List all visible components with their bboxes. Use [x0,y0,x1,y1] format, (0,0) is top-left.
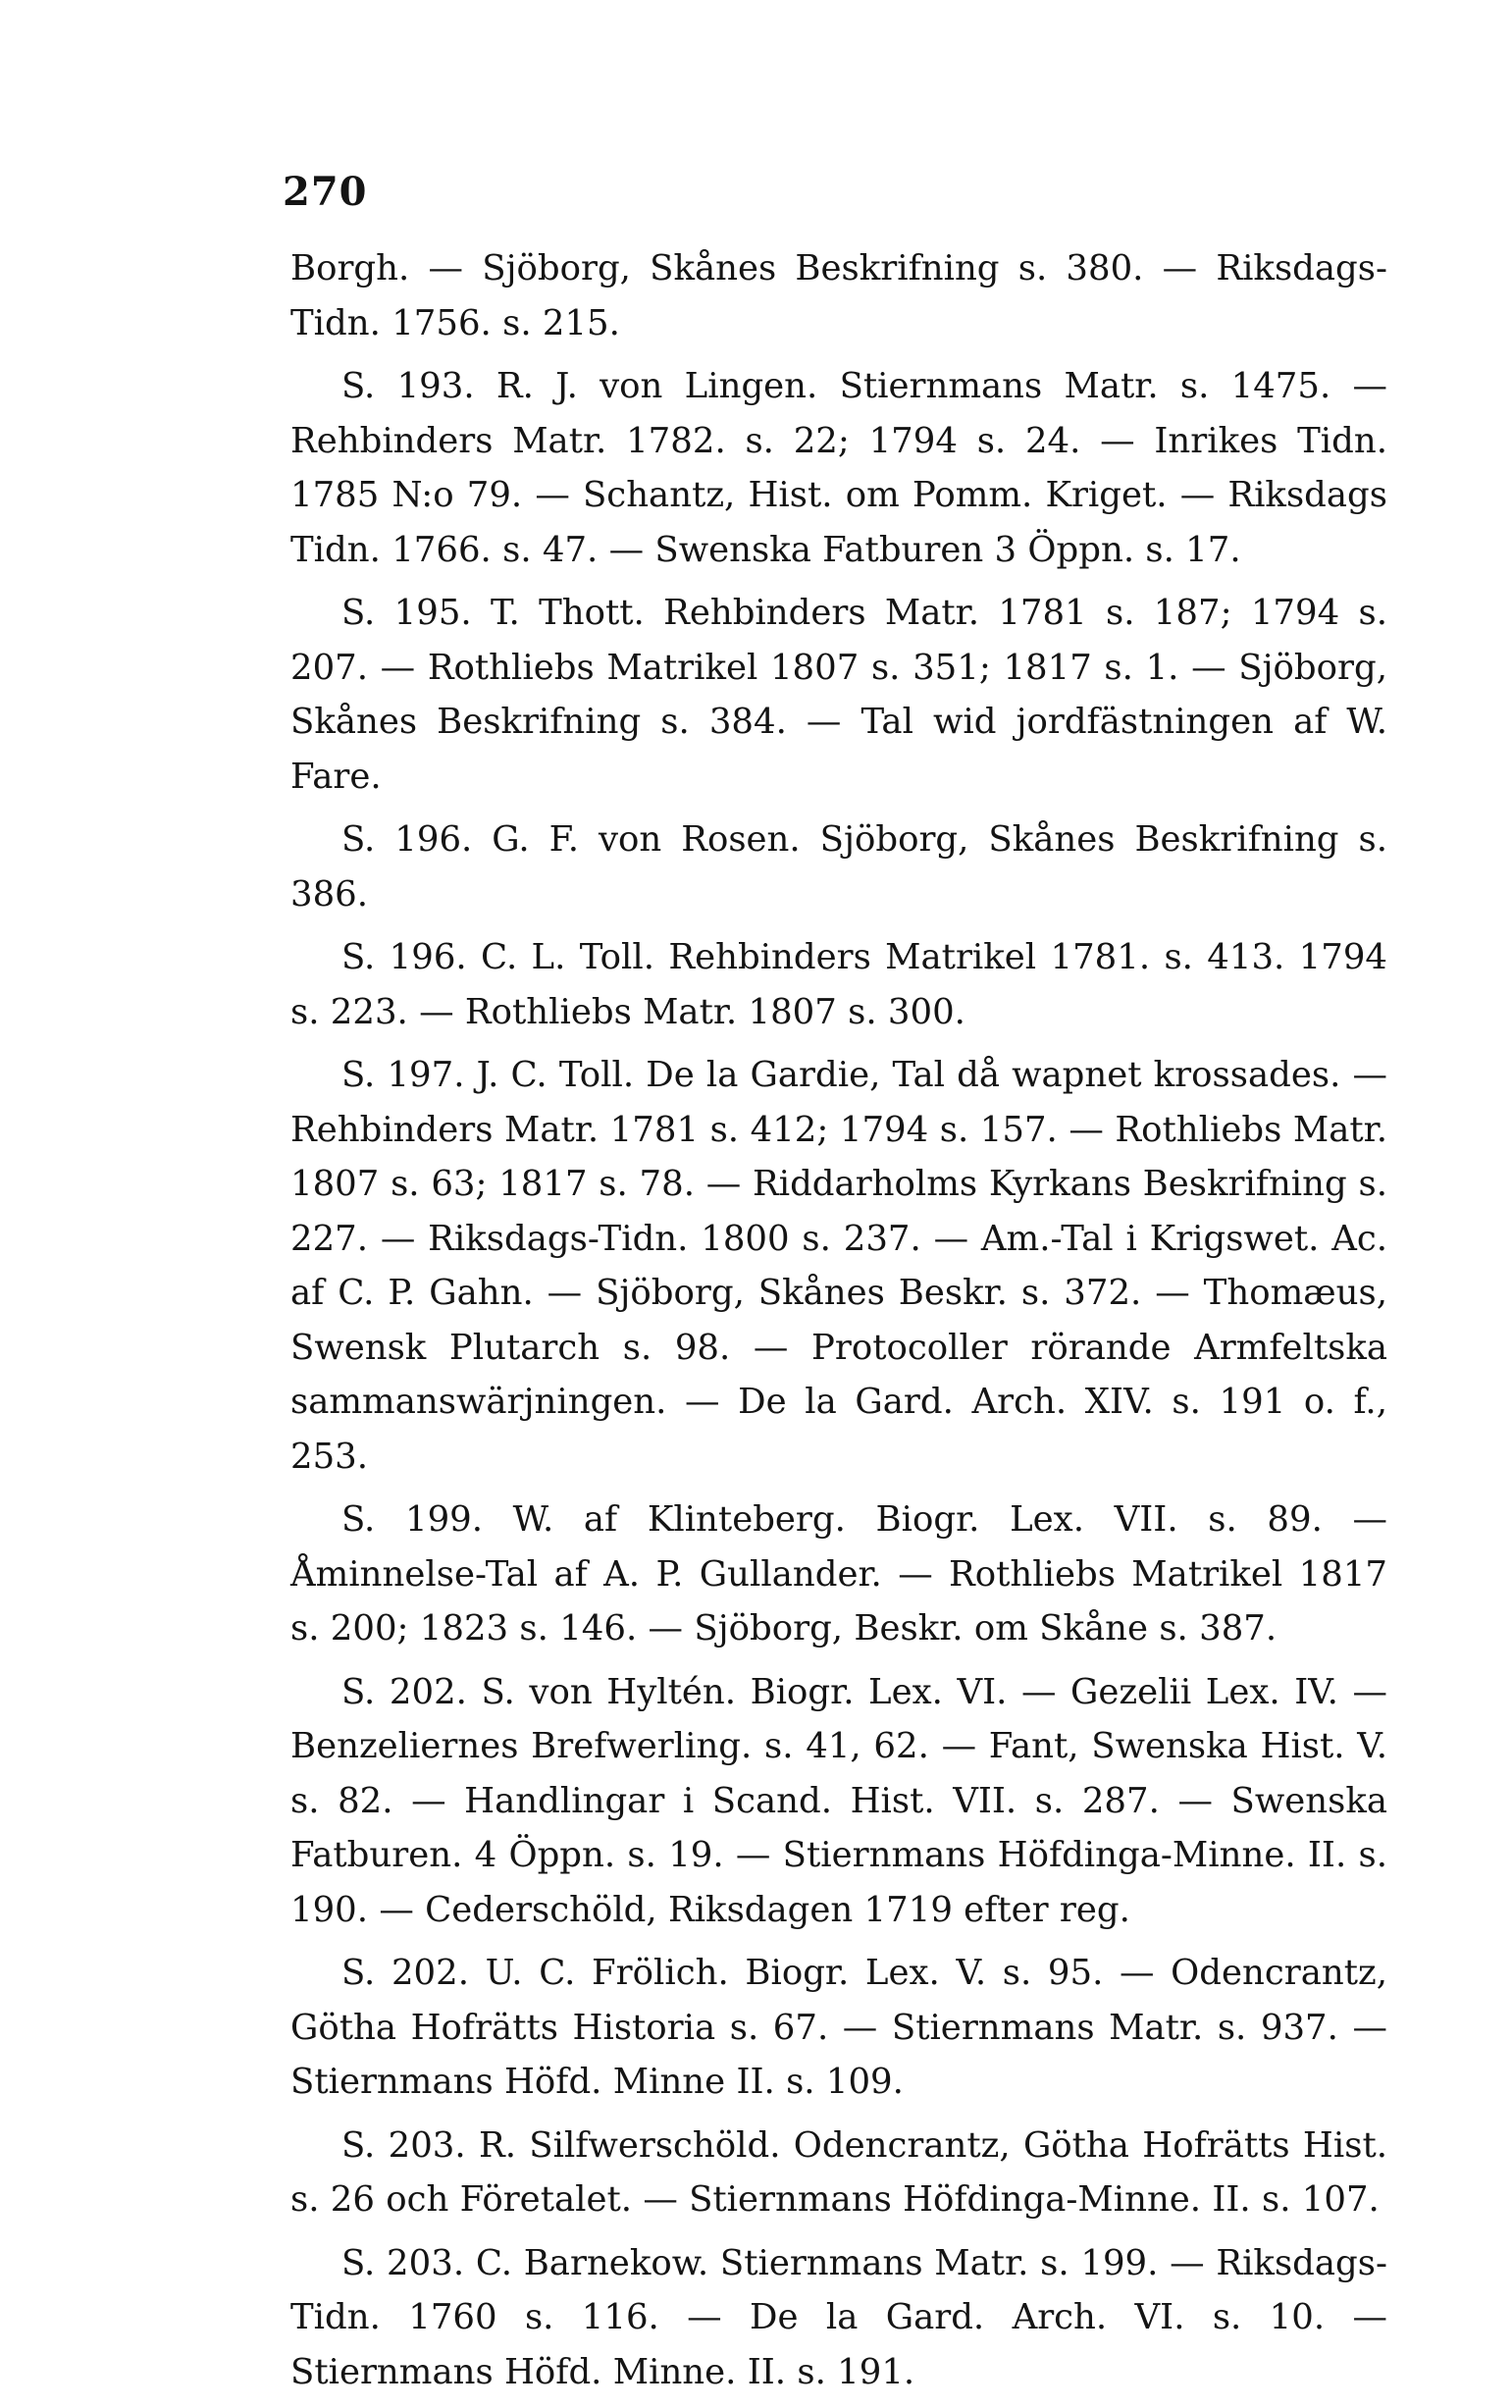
reference-entry: S. 202. S. von Hyltén. Biogr. Lex. VI. — Gezelii Lex. IV. — Benzeliernes Brefwerling. s. 41, 62. — Fant, Swenska Hist. V. s. 82. — Handlingar i Scand. Hist. VII. s. 287. — Swenska Fatburen. 4 Öppn. s. 19. — Stiernmans Höfdinga-Minne. II. s. 190. — Cederschöld, Riksdagen 1719 efter reg. [290,1671,1387,1930]
reference-entry: Borgh. — Sjöborg, Skånes Beskrifning s. 380. — Riksdags-Tidn. 1756. s. 215. [290,248,1387,343]
reference-entry: S. 202. U. C. Frölich. Biogr. Lex. V. s. 95. — Odencrantz, Götha Hofrätts Historia s. 67. — Stiernmans Matr. s. 937. — Stiernmans Höfd. Minne II. s. 109. [290,1953,1387,2102]
reference-entry: S. 193. R. J. von Lingen. Stiernmans Matr. s. 1475. — Rehbinders Matr. 1782. s. 22; 1794 s. 24. — Inrikes Tidn. 1785 N:o 79. — Schantz, Hist. om Pomm. Kriget. — Riksdags Tidn. 1766. s. 47. — Swenska Fatburen 3 Öppn. s. 17. [290,366,1387,570]
reference-entry: S. 203. R. Silfwerschöld. Odencrantz, Götha Hofrätts Hist. s. 26 och Företalet. — Stiernmans Höfdinga-Minne. II. s. 107. [290,2124,1387,2220]
reference-entry: S. 196. C. L. Toll. Rehbinders Matrikel 1781. s. 413. 1794 s. 223. — Rothliebs Matr. 1807 s. 300. [290,937,1387,1032]
reference-entry: S. 196. G. F. von Rosen. Sjöborg, Skånes Beskrifning s. 386. [290,819,1387,915]
reference-entry: S. 199. W. af Klinteberg. Biogr. Lex. VII. s. 89. — Åminnelse-Tal af A. P. Gullander. — Rothliebs Matrikel 1817 s. 200; 1823 s. 146. — Sjöborg, Beskr. om Skåne s. 387. [290,1499,1387,1649]
page-number: 270 [283,169,368,215]
reference-notes [290,241,1387,2408]
reference-entry: S. 195. T. Thott. Rehbinders Matr. 1781 s. 187; 1794 s. 207. — Rothliebs Matrikel 1807 s. 351; 1817 s. 1. — Sjöborg, Skånes Beskrifning s. 384. — Tal wid jordfästningen af W. Fare. [290,593,1387,797]
reference-entry: S. 197. J. C. Toll. De la Gardie, Tal då wapnet krossades. — Rehbinders Matr. 1781 s. 412; 1794 s. 157. — Rothliebs Matr. 1807 s. 63; 1817 s. 78. — Riddarholms Kyrkans Beskrifning s. 227. — Riksdags-Tidn. 1800 s. 237. — Am.-Tal i Krigswet. Ac. af C. P. Gahn. — Sjöborg, Skånes Beskr. s. 372. — Thomæus, Swensk Plutarch s. 98. — Protocoller rörande Armfeltska sammanswärjningen. — De la Gard. Arch. XIV. s. 191 o. f., 253. [290,1055,1387,1477]
reference-entry: S. 203. C. Barnekow. Stiernmans Matr. s. 199. — Riksdags-Tidn. 1760 s. 116. — De la Gard. Arch. VI. s. 10. — Stiernmans Höfd. Minne. II. s. 191. [290,2242,1387,2392]
